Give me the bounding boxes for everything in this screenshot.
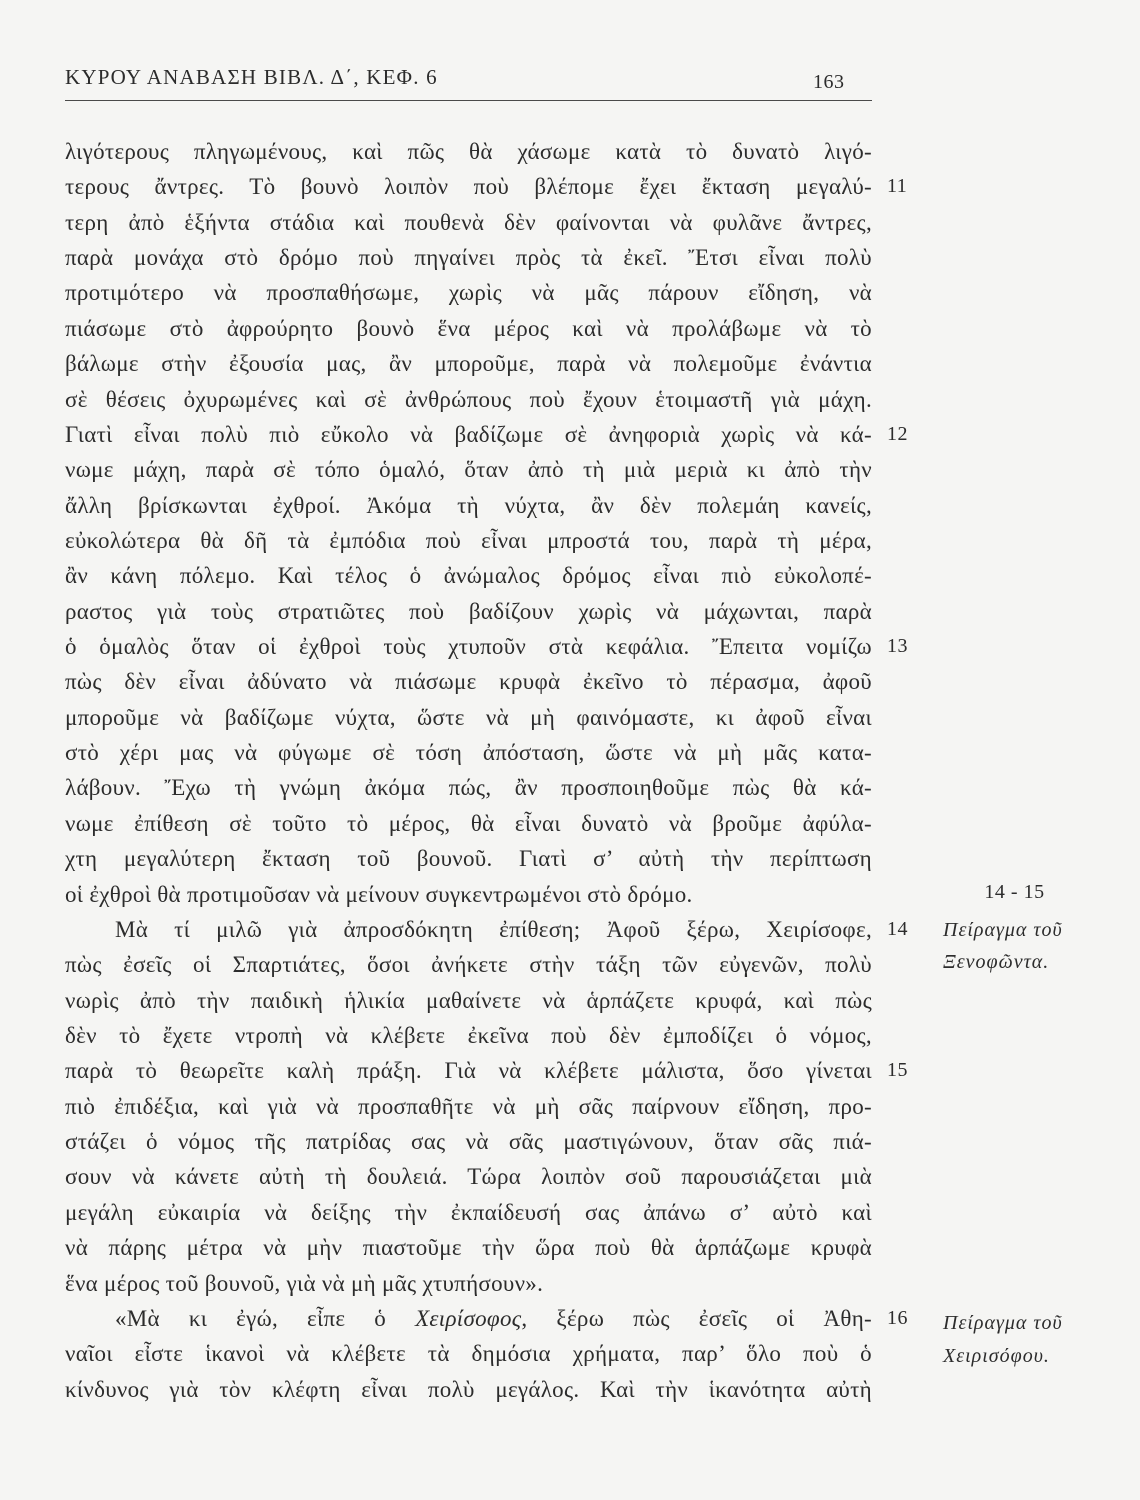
text-line xyxy=(65,382,872,417)
text-line xyxy=(65,275,872,310)
text-line xyxy=(65,240,872,275)
text-line xyxy=(65,452,872,487)
section-number: 16 xyxy=(887,1306,908,1329)
text-line xyxy=(65,205,872,240)
line-text: σουν νὰ κάνετε αὐτὴ τὴ δουλειά. Τώρα λοιπὸν σοῦ παρουσιάζεται μιὰ xyxy=(65,1164,872,1190)
text-line xyxy=(65,1018,872,1053)
text-line xyxy=(65,1089,872,1124)
line-text: μεγάλη εὐκαιρία νὰ δείξης τὴν ἐκπαίδευσή σας ἀπάνω σ’ αὐτὸ καὶ xyxy=(65,1199,872,1225)
line-text: εὐκολώτερα θὰ δῆ τὰ ἐμπόδια ποὺ εἶναι μπροστά του, παρὰ τὴ μέρα, xyxy=(65,527,872,553)
text-line xyxy=(65,983,872,1018)
page-number: 163 xyxy=(813,71,845,93)
text-line xyxy=(65,664,872,699)
line-text: πιὸ ἐπιδέξια, καὶ γιὰ νὰ προσπαθῆτε νὰ μὴ σᾶς παίρνουν εἴδηση, προ- xyxy=(65,1093,872,1119)
line-text: παρὰ τὸ θεωρεῖτε καλὴ πράξη. Γιὰ νὰ κλέβετε μάλιστα, ὅσο γίνεται xyxy=(65,1058,872,1084)
body-text xyxy=(65,134,908,1407)
text-line xyxy=(65,311,872,346)
line-text: Γιατὶ εἶναι πολὺ πιὸ εὔκολο νὰ βαδίζωμε σὲ ἀνηφοριὰ χωρὶς νὰ κά- xyxy=(65,421,872,447)
section-number: 11 xyxy=(887,175,908,198)
line-text: δὲν τὸ ἔχετε ντροπὴ νὰ κλέβετε ἐκεῖνα ποὺ δὲν ἐμποδίζει ὁ νόμος, xyxy=(65,1022,872,1048)
text-line xyxy=(65,629,908,664)
line-text: ραστος γιὰ τοὺς στρατιῶτες ποὺ βαδίζουν χωρὶς νὰ μάχωνται, παρὰ xyxy=(65,598,872,624)
text-line xyxy=(65,841,872,876)
text-line xyxy=(65,1266,872,1301)
margin-note-title: Πείραγμα τοῦ xyxy=(943,1312,1063,1334)
margin-note-subject: Χειρισόφου. xyxy=(943,1345,1050,1367)
speaker-name: Χειρίσοφος xyxy=(415,1305,522,1331)
line-text: οἱ ἐχθροὶ θὰ προτιμοῦσαν νὰ μείνουν συγκεντρωμένοι στὸ δρόμο. xyxy=(65,881,693,907)
line-text: σὲ θέσεις ὀχυρωμένες καὶ σὲ ἀνθρώπους ποὺ ἔχουν ἑτοιμαστῆ γιὰ μάχη. xyxy=(65,386,872,412)
text-line xyxy=(65,169,908,204)
line-text: ἄλλη βρίσκωνται ἐχθροί. Ἀκόμα τὴ νύχτα, ἂν δὲν πολεμάη κανείς, xyxy=(65,492,872,518)
text-line xyxy=(65,1301,908,1336)
section-number: 12 xyxy=(887,422,908,445)
line-text: νωμε ἐπίθεση σὲ τοῦτο τὸ μέρος, θὰ εἶναι δυνατὸ νὰ βροῦμε ἀφύλα- xyxy=(65,810,872,836)
line-text: νωρὶς ἀπὸ τὴν παιδικὴ ἡλικία μαθαίνετε νὰ ἁρπάζετε κρυφά, καὶ πὼς xyxy=(65,987,872,1013)
section-number: 15 xyxy=(887,1059,908,1082)
line-text: στὸ χέρι μας νὰ φύγωμε σὲ τόση ἀπόσταση, ὥστε νὰ μὴ μᾶς κατα- xyxy=(65,740,872,766)
line-text: ἕνα μέρος τοῦ βουνοῦ, γιὰ νὰ μὴ μᾶς χτυπήσουν». xyxy=(65,1270,544,1296)
text-line xyxy=(65,770,872,805)
text-line xyxy=(65,877,872,912)
text-line xyxy=(65,1124,872,1159)
line-text: πὼς ἐσεῖς οἱ Σπαρτιάτες, ὅσοι ἀνήκετε στὴν τάξη τῶν εὐγενῶν, πολὺ xyxy=(65,952,872,978)
margin-note-subject: Ξενοφῶντα. xyxy=(943,951,1050,973)
line-text: πὼς δὲν εἶναι ἀδύνατο νὰ πιάσωμε κρυφὰ ἐκεῖνο τὸ πέρασμα, ἀφοῦ xyxy=(65,669,872,695)
text-line xyxy=(65,947,872,982)
text-line xyxy=(65,1053,908,1088)
text-line xyxy=(65,1336,872,1371)
text-line xyxy=(65,558,872,593)
line-text: ὁ ὁμαλὸς ὅταν οἱ ἐχθροὶ τοὺς χτυποῦν στὰ κεφάλια. Ἔπειτα νομίζω xyxy=(65,634,872,660)
line-text: ἂν κάνη πόλεμο. Καὶ τέλος ὁ ἀνώμαλος δρόμος εἶναι πιὸ εὐκολοπέ- xyxy=(65,563,872,589)
line-text xyxy=(115,1301,872,1336)
section-number: 13 xyxy=(887,635,908,658)
line-text: προτιμότερο νὰ προσπαθήσωμε, χωρὶς νὰ μᾶς πάρουν εἴδηση, νὰ xyxy=(65,280,872,306)
section-number: 14 xyxy=(887,917,908,940)
text-line xyxy=(65,806,872,841)
text-line xyxy=(65,346,872,381)
line-text: πιάσωμε στὸ ἀφρούρητο βουνὸ ἕνα μέρος καὶ νὰ προλάβωμε νὰ τὸ xyxy=(65,315,872,341)
header-rule xyxy=(65,100,872,101)
margin-note-title: Πείραγμα τοῦ xyxy=(943,919,1063,941)
text-line xyxy=(65,1230,872,1265)
line-text: Μὰ τί μιλῶ γιὰ ἀπροσδόκητη ἐπίθεση; Ἀφοῦ ξέρω, Χειρίσοφε, xyxy=(115,916,872,942)
line-text: μποροῦμε νὰ βαδίζωμε νύχτα, ὥστε νὰ μὴ φαινόμαστε, κι ἀφοῦ εἶναι xyxy=(65,704,872,730)
line-text: τερη ἀπὸ ἑξήντα στάδια καὶ πουθενὰ δὲν φαίνονται νὰ φυλᾶνε ἄντρες, xyxy=(65,209,872,235)
line-text: κίνδυνος γιὰ τὸν κλέφτη εἶναι πολὺ μεγάλος. Καὶ τὴν ἱκανότητα αὐτὴ xyxy=(65,1376,872,1402)
line-text: νωμε μάχη, παρὰ σὲ τόπο ὁμαλό, ὅταν ἀπὸ τὴ μιὰ μεριὰ κι ἀπὸ τὴν xyxy=(65,457,872,483)
text-line xyxy=(65,700,872,735)
line-text: παρὰ μονάχα στὸ δρόμο ποὺ πηγαίνει πρὸς τὰ ἐκεῖ. Ἔτσι εἶναι πολὺ xyxy=(65,245,872,271)
margin-note-range: 14 - 15 xyxy=(984,881,1045,903)
text-line xyxy=(65,1372,872,1407)
text-line xyxy=(65,912,908,947)
text-line xyxy=(65,1195,872,1230)
line-text-part: , ξέρω πὼς ἐσεῖς οἱ Ἀθη- xyxy=(521,1305,872,1331)
line-text: τερους ἄντρες. Τὸ βουνὸ λοιπὸν ποὺ βλέπομε ἔχει ἔκταση μεγαλύ- xyxy=(65,174,872,200)
text-line xyxy=(65,134,872,169)
text-line xyxy=(65,1159,872,1194)
running-head: ΚΥΡΟΥ ΑΝΑΒΑΣΗ ΒΙΒΛ. Δ΄, ΚΕΦ. 6 xyxy=(65,65,438,89)
line-text: στάζει ὁ νόμος τῆς πατρίδας σας νὰ σᾶς μαστιγώνουν, ὅταν σᾶς πιά- xyxy=(65,1129,872,1155)
line-text-part: «Μὰ κι ἐγώ, εἶπε ὁ xyxy=(115,1305,416,1331)
line-text: ναῖοι εἶστε ἱκανοὶ νὰ κλέβετε τὰ δημόσια χρήματα, παρ’ ὅλο ποὺ ὁ xyxy=(65,1341,872,1367)
text-line xyxy=(65,594,872,629)
line-text: λιγότερους πληγωμένους, καὶ πῶς θὰ χάσωμε κατὰ τὸ δυνατὸ λιγό- xyxy=(65,139,872,164)
text-line xyxy=(65,523,872,558)
text-line xyxy=(65,488,872,523)
text-line xyxy=(65,735,872,770)
line-text: χτη μεγαλύτερη ἔκταση τοῦ βουνοῦ. Γιατὶ σ’ αὐτὴ τὴν περίπτωση xyxy=(65,846,872,872)
line-text: βάλωμε στὴν ἐξουσία μας, ἂν μποροῦμε, παρὰ νὰ πολεμοῦμε ἐνάντια xyxy=(65,351,872,377)
line-text: νὰ πάρης μέτρα νὰ μὴν πιαστοῦμε τὴν ὥρα ποὺ θὰ ἁρπάζωμε κρυφὰ xyxy=(65,1235,872,1261)
line-text: λάβουν. Ἔχω τὴ γνώμη ἀκόμα πώς, ἂν προσποιηθοῦμε πὼς θὰ κά- xyxy=(65,775,872,801)
text-line xyxy=(65,417,908,452)
